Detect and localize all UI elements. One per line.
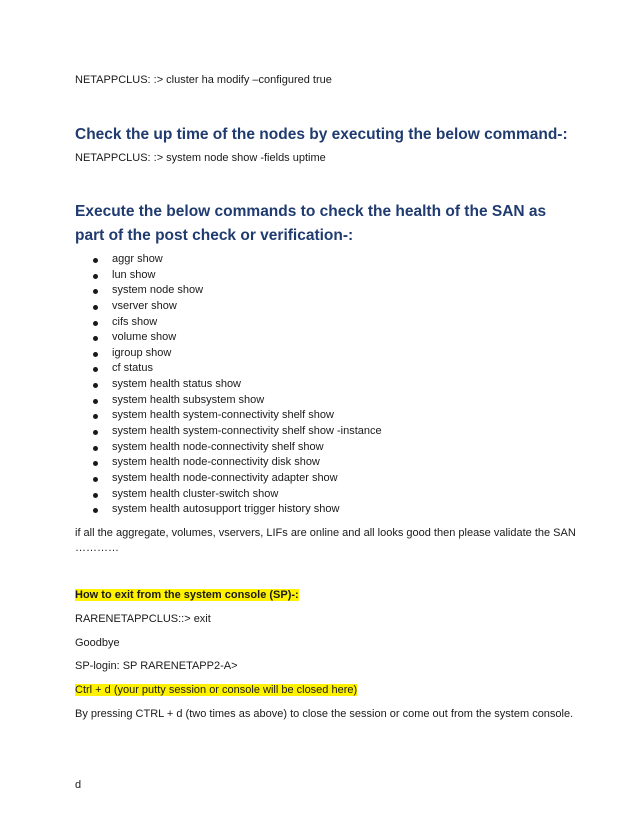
exit-heading: [75, 589, 299, 601]
command-item: system node show: [75, 283, 382, 299]
footer-mark: d: [75, 779, 82, 791]
command-item: aggr show: [75, 252, 382, 268]
command-item: system health system-connectivity shelf show: [75, 408, 382, 424]
health-command-list: [75, 252, 382, 518]
ctrl-d-highlight: Ctrl + d (your putty session or console will be closed here): [75, 684, 358, 696]
sp-login-line: SP-login: SP RARENETAPP2-A>: [75, 660, 238, 672]
heading-health-check: Execute the below commands to check the health of the SAN as part of the post check or verification-:: [75, 203, 547, 244]
validation-note: if all the aggregate, volumes, vservers, LIFs are online and all looks good then please validate the SAN: [75, 527, 576, 539]
command-item: system health subsystem show: [75, 393, 382, 409]
command-item: cifs show: [75, 315, 382, 331]
command-item: volume show: [75, 330, 382, 346]
ellipsis-line: …………: [75, 542, 119, 554]
command-item: lun show: [75, 268, 382, 284]
exit-cmd-line: RARENETAPPCLUS::> exit: [75, 613, 211, 625]
cmd-configured-line: NETAPPCLUS: :> cluster ha modify –configured true: [75, 74, 332, 86]
command-item: system health cluster-switch show: [75, 487, 382, 503]
goodbye-line: Goodbye: [75, 637, 120, 649]
command-item: igroup show: [75, 346, 382, 362]
exit-heading-highlight: How to exit from the system console (SP)-:: [75, 589, 299, 601]
command-item: cf status: [75, 361, 382, 377]
command-item: system health node-connectivity disk show: [75, 455, 382, 471]
cmd-uptime-line: NETAPPCLUS: :> system node show -fields uptime: [75, 152, 326, 164]
command-item: system health node-connectivity adapter show: [75, 471, 382, 487]
heading-uptime: Check the up time of the nodes by executing the below command-:: [75, 126, 568, 143]
command-item: system health autosupport trigger history show: [75, 502, 382, 518]
command-item: vserver show: [75, 299, 382, 315]
command-item: system health node-connectivity shelf show: [75, 440, 382, 456]
ctrl-d-line: [75, 684, 357, 696]
closing-line: By pressing CTRL + d (two times as above) to close the session or come out from the system console.: [75, 708, 574, 720]
command-item: system health status show: [75, 377, 382, 393]
command-item: system health system-connectivity shelf show -instance: [75, 424, 382, 440]
